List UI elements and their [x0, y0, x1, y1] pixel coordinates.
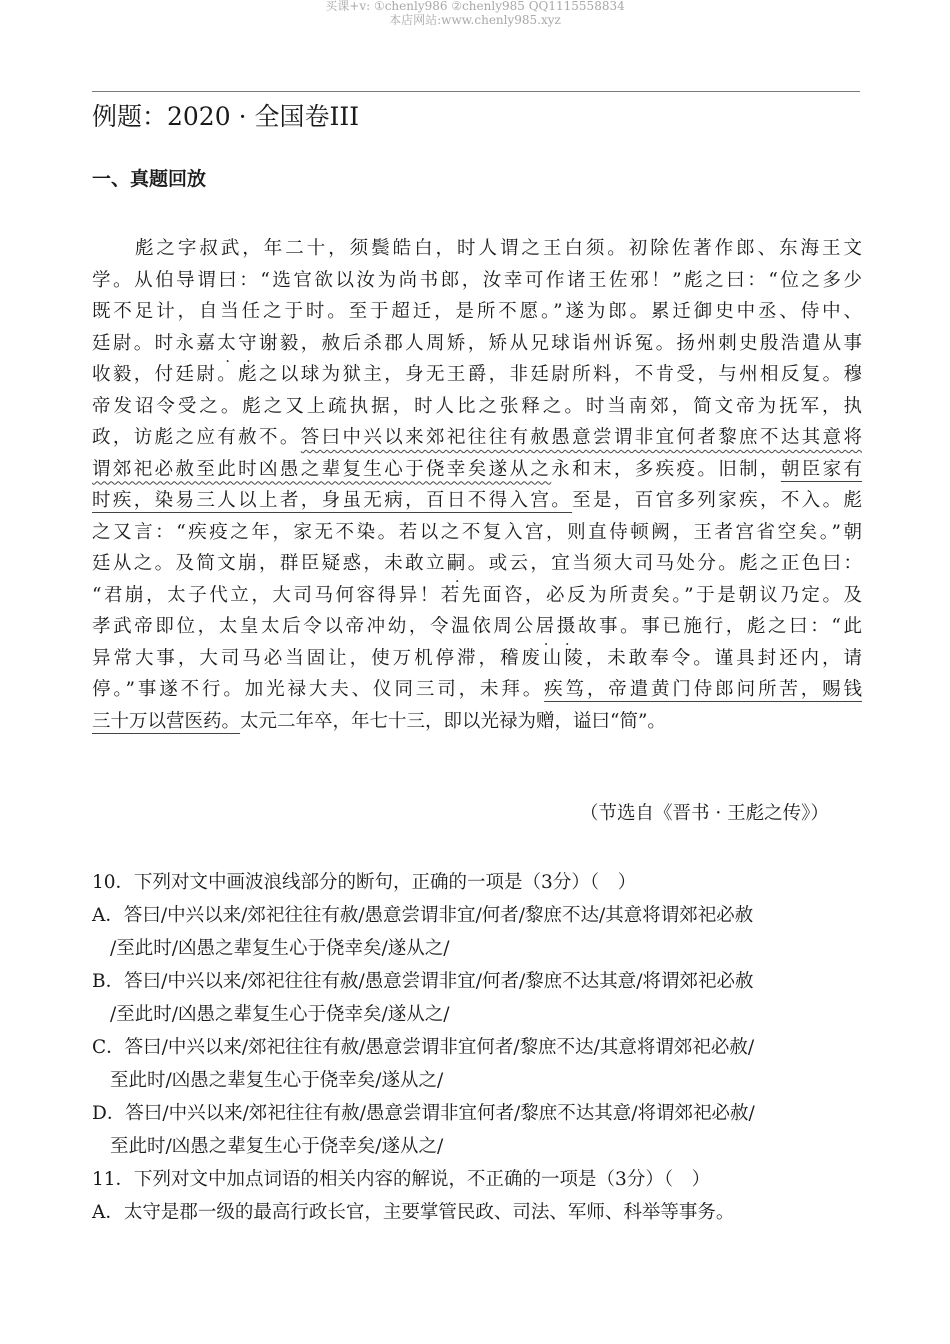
page-title: 例题：2020 · 全国卷III — [92, 102, 360, 131]
q10-option-c-cont: 至此时/凶愚之辈复生心于侥幸矣/遂从之/ — [110, 1070, 444, 1091]
passage-line — [92, 454, 862, 486]
questions — [92, 866, 867, 1229]
passage-text: 停。”事遂不行。加光禄大夫、仪同三司，未拜。 — [92, 679, 545, 700]
passage-text: 至是，百官多列家疾，不入。彪 — [572, 490, 862, 511]
q10-option-b: B．答曰/中兴以来/郊祀往往有赦/愚意尝谓非宜/何者/黎庶不达其意/将谓郊祀必赦 — [92, 971, 754, 992]
passage-text: 太元二年卒，年七十三，即以光禄为赠，谥曰“简”。 — [240, 710, 666, 732]
dotted-term-char: 嗣 — [446, 553, 468, 574]
header-divider — [92, 91, 860, 92]
passage-line — [92, 674, 862, 706]
passage-line — [92, 485, 862, 517]
passage-line — [92, 548, 862, 580]
dotted-term-char: 居 — [535, 616, 557, 637]
passage-line: 收毅，付廷尉。彪之以球为狱主，身无王爵，非廷尉所料，不肯受，与州相反复。穆 — [92, 364, 862, 385]
question-10-stem: 10．下列对文中画波浪线部分的断句，正确的一项是（3分）（ ） — [92, 872, 637, 893]
passage-line — [92, 422, 862, 454]
dotted-term-char: 守 — [238, 332, 259, 354]
underlined-text: 三十万以营医药。 — [92, 710, 241, 732]
q10-option-b-cont: /至此时/凶愚之辈复生心于侥幸矣/遂从之/ — [110, 1004, 450, 1025]
question-11-stem: 11．下列对文中加点词语的相关内容的解说，不正确的一项是（3分）（ ） — [92, 1169, 711, 1190]
passage-text: 孝武帝即位，太皇太后令以帝冲幼，令温依周公 — [92, 616, 536, 637]
passage-line — [92, 611, 862, 643]
q10-option-a-cont: /至此时/凶愚之辈复生心于侥幸矣/遂从之/ — [110, 938, 450, 959]
passage-text: 故事。事已施行，彪之曰：“此 — [577, 616, 862, 637]
wavy-underlined-text: 答曰中兴以来郊祀往往有赦愚意尝谓非宜何者黎庶不达其意将 — [300, 427, 862, 448]
passage-text: 。或云，宜当须大司马处分。彪之正色曰： — [467, 553, 862, 574]
underlined-text: 朝臣家有 — [780, 458, 862, 480]
q10-option-d-cont: 至此时/凶愚之辈复生心于侥幸矣/遂从之/ — [110, 1136, 444, 1157]
underlined-text: 时疾，染易三人以上者，身虽无病，百日不得入宫。 — [92, 490, 573, 511]
passage-line: 既不足计，自当任之于时。至于超迁，是所不愿。”遂为郎。累迁御史中丞、侍中、 — [92, 301, 862, 322]
passage-text: 廷从之。及简文崩，群臣疑惑，未敢立 — [92, 553, 447, 574]
q11-option-a: A．太守是郡一级的最高行政长官，主要掌管民政、司法、军师、科举等事务。 — [92, 1202, 735, 1223]
q10-option-c: C．答曰/中兴以来/郊祀往往有赦/愚意尝谓非宜何者/黎庶不达/其意将谓郊祀必赦/ — [92, 1037, 755, 1058]
passage-text: 政，访彪之应有赦不。 — [92, 427, 301, 448]
wavy-underlined-text: 谓郊祀必赦至此时凶愚之辈复生心于侥幸矣遂从之 — [92, 458, 552, 480]
passage-text: 谢毅，赦后杀郡人周矫，矫从兄球诣州诉冤。扬州刺史殷浩遣从事 — [259, 332, 862, 354]
passage — [92, 233, 862, 737]
section-heading: 一、真题回放 — [92, 168, 207, 190]
q10-option-a: A．答曰/中兴以来/郊祀往往有赦/愚意尝谓非宜/何者/黎庶不达/其意将谓郊祀必赦 — [92, 905, 754, 926]
dotted-term-char: 太 — [217, 332, 239, 354]
passage-line: 异常大事，大司马必当固让，使万机停滞，稽废山陵，未敢奉令。谨具封还内，请 — [92, 647, 862, 669]
underlined-text: 疾笃，帝遣黄门侍郎问所苦，赐钱 — [544, 679, 862, 700]
passage-line: 之又言：“疾疫之年，家无不染。若以之不复入宫，则直侍顿阙，王者宫省空矣。”朝 — [92, 521, 862, 543]
passage-text: 永和末，多疾疫。旧制， — [551, 458, 781, 480]
passage-line: 帝发诏令受之。彪之又上疏执据，时人比之张释之。时当南郊，简文帝为抚军，执 — [92, 395, 862, 417]
passage-line: “君崩，太子代立，大司马何容得异！若先面咨，必反为所责矣。”于是朝议乃定。及 — [92, 584, 862, 606]
passage-line: 学。从伯导谓曰：“选官欲以汝为尚书郎，汝幸可作诸王佐邪！”彪之曰：“位之多少 — [92, 269, 862, 291]
passage-line — [92, 328, 862, 360]
dotted-term-char: 摄 — [556, 616, 578, 637]
watermark-website: 本店网站:www.chenly985.xyz — [389, 13, 561, 27]
q10-option-d: D．答曰/中兴以来/郊祀往往有赦/愚意尝谓非宜何者/黎庶不达其意/将谓郊祀必赦/ — [92, 1103, 755, 1124]
passage-source: （节选自《晋书 · 王彪之传》） — [580, 803, 829, 824]
passage-text: 廷尉。时永嘉 — [92, 332, 218, 354]
watermark-contact: 买课+v: ①chenly986 ②chenly985 QQ1115558834 — [325, 0, 625, 13]
passage-line — [92, 706, 862, 738]
passage-line: 彪之字叔武，年二十，须鬓皓白，时人谓之王白须。初除佐著作郎、东海王文 — [92, 238, 862, 259]
